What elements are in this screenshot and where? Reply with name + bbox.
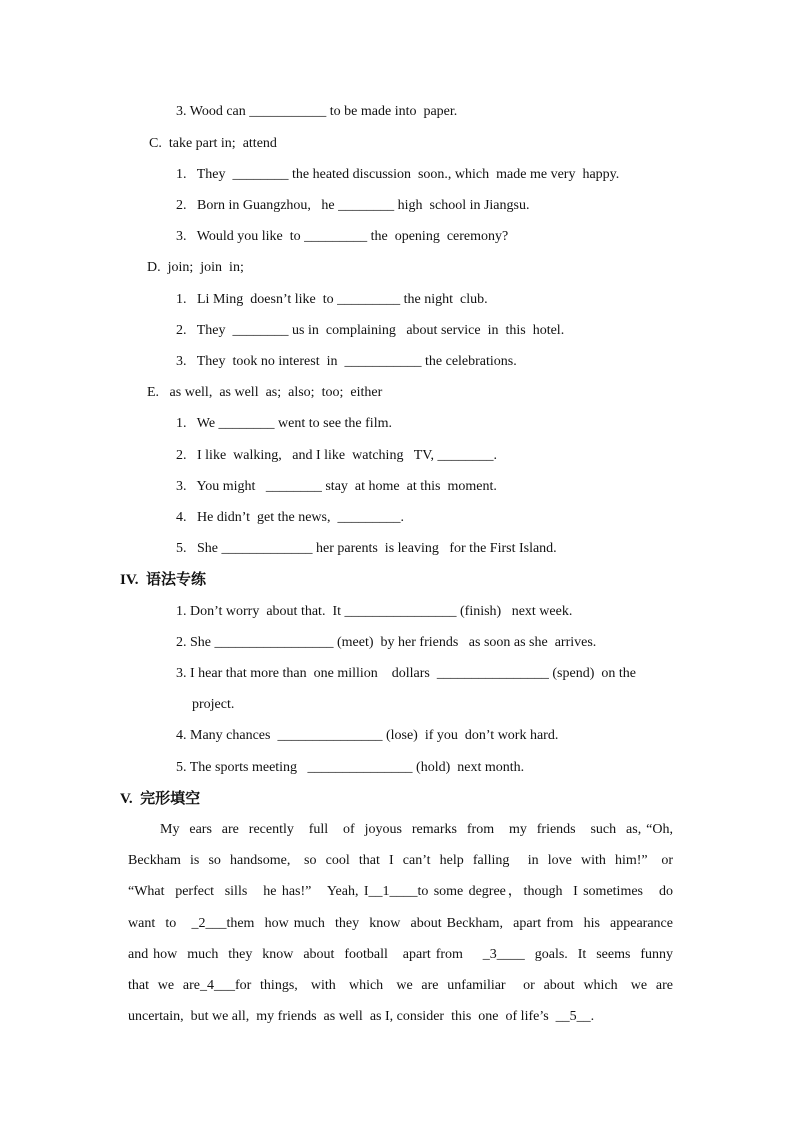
section-d-item-1: 1. Li Ming doesn’t like to _________ the night club. xyxy=(176,292,488,307)
section-d-item-2: 2. They ________ us in complaining about service in this hotel. xyxy=(176,323,565,338)
cloze-line-1: My ears are recently full of joyous remarks from my friends such as, “Oh, xyxy=(160,822,673,837)
section-iv-item-5: 5. The sports meeting _______________ (hold) next month. xyxy=(176,760,525,775)
section-e-item-1: 1. We ________ went to see the film. xyxy=(176,416,392,431)
section-c-item-2: 2. Born in Guangzhou, he ________ high school in Jiangsu. xyxy=(176,198,530,213)
section-b-item-3: 3. Wood can ___________ to be made into paper. xyxy=(176,104,458,119)
section-d-item-3: 3. They took no interest in ___________ the celebrations. xyxy=(176,354,517,369)
section-e-header: E. as well, as well as; also; too; either xyxy=(147,385,383,400)
section-c-header: C. take part in; attend xyxy=(149,136,277,151)
section-iv-item-3-continued: project. xyxy=(192,697,235,712)
section-e-item-5: 5. She _____________ her parents is leaving for the First Island. xyxy=(176,541,557,556)
section-e-item-4: 4. He didn’t get the news, _________. xyxy=(176,510,404,525)
cloze-line-4: want to _2___them how much they know about Beckham, apart from his appearance xyxy=(128,915,673,931)
cloze-line-2: Beckham is so handsome, so cool that I can’t help falling in love with him!” or xyxy=(128,853,673,869)
section-e-item-3: 3. You might ________ stay at home at this moment. xyxy=(176,479,497,494)
section-iv-item-1: 1. Don’t worry about that. It ________________ (finish) next week. xyxy=(176,604,573,619)
section-iv-item-4: 4. Many chances _______________ (lose) if you don’t work hard. xyxy=(176,728,559,743)
section-c-item-1: 1. They ________ the heated discussion soon., which made me very happy. xyxy=(176,167,620,182)
section-e-item-2: 2. I like walking, and I like watching TV, ________. xyxy=(176,448,498,463)
section-iv-item-3: 3. I hear that more than one million dollars ________________ (spend) on the xyxy=(176,666,636,681)
section-d-header: D. join; join in; xyxy=(147,260,244,275)
cloze-passage xyxy=(128,814,673,1032)
section-iv-item-2: 2. She _________________ (meet) by her friends as soon as she arrives. xyxy=(176,635,597,650)
cloze-line-6: that we are_4___for things, with which we are unfamiliar or about which we are xyxy=(128,978,673,994)
section-iv-heading: IV. 语法专练 xyxy=(120,572,206,588)
cloze-line-3: “What perfect sills he has!” Yeah, I__1____to some degree，though I sometimes do xyxy=(128,884,673,900)
cloze-line-5: and how much they know about football apart from _3____ goals. It seems funny xyxy=(128,946,673,962)
section-v-heading: V. 完形填空 xyxy=(120,791,201,807)
cloze-line-7: uncertain, but we all, my friends as well as I, consider this one of life’s __5__. xyxy=(128,1009,595,1025)
section-c-item-3: 3. Would you like to _________ the opening ceremony? xyxy=(176,229,509,244)
